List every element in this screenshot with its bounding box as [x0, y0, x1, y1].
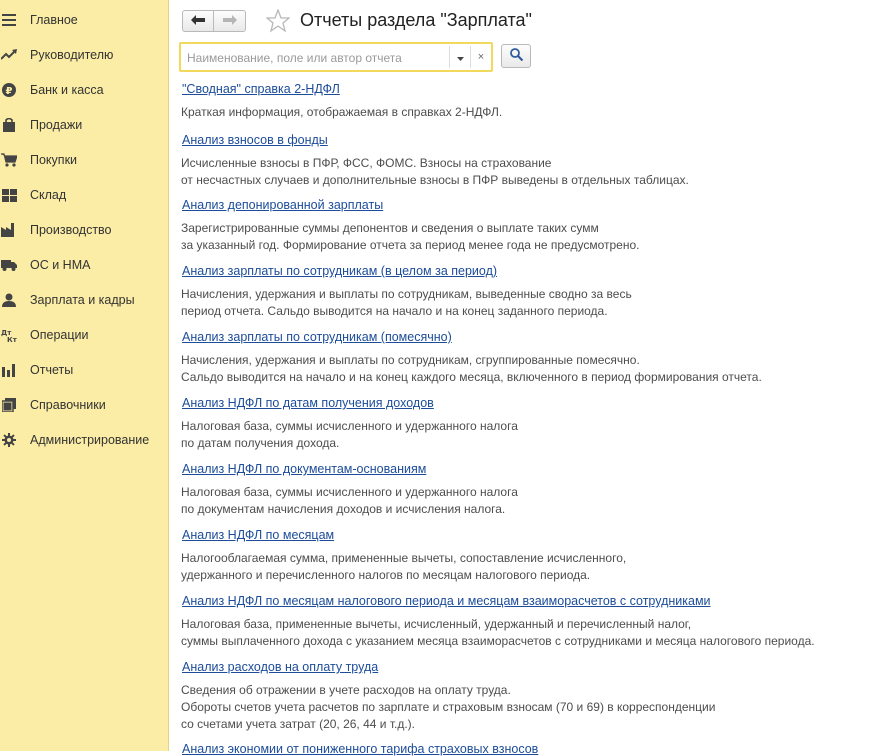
- sidebar-item-label: Руководителю: [30, 48, 114, 62]
- sidebar-item-label: Операции: [30, 328, 89, 342]
- svg-text:₽: ₽: [5, 86, 13, 97]
- sidebar-item-label: Производство: [30, 223, 112, 237]
- arrow-right-icon: [223, 14, 237, 28]
- ruble-icon: [1, 82, 17, 98]
- report-link[interactable]: Анализ депонированной зарплаты: [182, 198, 384, 212]
- search-input[interactable]: [185, 47, 449, 69]
- sidebar-item-production[interactable]: [0, 217, 168, 243]
- sidebar-item-label: Склад: [30, 188, 67, 202]
- report-link[interactable]: Анализ НДФЛ по датам получения доходов: [182, 396, 434, 410]
- sidebar: [0, 0, 169, 751]
- sidebar-item-main[interactable]: [0, 7, 168, 33]
- sidebar-item-label: Продажи: [30, 118, 83, 132]
- dt-kt-icon: [1, 327, 17, 343]
- sidebar-item-payroll[interactable]: [0, 287, 168, 313]
- report-link[interactable]: Анализ НДФЛ по месяцам налогового периода и месяцам взаиморасчетов с сотрудниками: [182, 594, 711, 608]
- person-icon: [1, 292, 17, 308]
- report-description: Сведения об отражении в учете расходов на оплату труда. Обороты счетов учета расчетов по зарплате и страховым взносам (70 и 69) в корреспонденции со счетами учета затрат (20, 26, 44 и т.д.).: [181, 683, 716, 731]
- report-description: Начисления, удержания и выплаты по сотрудникам, выведенные сводно за весь период отчета. Сальдо выводится на начало и на конец заданного периода.: [181, 287, 632, 318]
- sidebar-item-label: Банк и касса: [30, 83, 104, 97]
- sidebar-item-warehouse[interactable]: [0, 182, 168, 208]
- page-title: Отчеты раздела "Зарплата": [300, 10, 532, 30]
- sidebar-item-reports[interactable]: [0, 357, 168, 383]
- report-description: Исчисленные взносы в ПФР, ФСС, ФОМС. Взносы на страхование от несчастных случаев и дополнительные взносы в ПФР выведены в отдельных таблицах.: [181, 156, 689, 187]
- report-description: Налоговая база, суммы исчисленного и удержанного налога по документам начисления доходов и исчисления налога.: [181, 485, 518, 516]
- factory-icon: [1, 222, 17, 238]
- svg-text:Дт: Дт: [1, 329, 12, 337]
- sidebar-item-label: Покупки: [30, 153, 78, 167]
- report-link[interactable]: Анализ зарплаты по сотрудникам (помесячно): [182, 330, 452, 344]
- chevron-down-icon: [457, 50, 464, 64]
- arrow-left-icon: [191, 14, 205, 28]
- sidebar-item-catalogs[interactable]: [0, 392, 168, 418]
- report-description: Налогооблагаемая сумма, примененные вычеты, сопоставление исчисленного, удержанного и перечисленного налогов по месяцам налогового периода.: [181, 551, 627, 582]
- sidebar-item-label: Отчеты: [30, 363, 74, 377]
- grid-icon: [1, 187, 17, 203]
- search-clear-button[interactable]: [470, 46, 491, 68]
- report-description: Начисления, удержания и выплаты по сотрудникам, сгруппированные помесячно. Сальдо выводится на начало и на конец каждого месяца, включенного в период формирования отчета.: [181, 353, 762, 384]
- sidebar-item-bank[interactable]: [0, 77, 168, 103]
- bar-chart-icon: [1, 362, 17, 378]
- favorite-star-icon[interactable]: [266, 9, 290, 33]
- sidebar-item-admin[interactable]: [0, 427, 168, 453]
- cart-icon: [1, 152, 17, 168]
- search-button[interactable]: [501, 44, 531, 68]
- trend-icon: [1, 47, 17, 63]
- report-link[interactable]: Анализ взносов в фонды: [182, 133, 328, 147]
- report-link[interactable]: Анализ НДФЛ по месяцам: [182, 528, 335, 542]
- report-link[interactable]: Анализ НДФЛ по документам-основаниям: [182, 462, 427, 476]
- sidebar-item-label: ОС и НМА: [30, 258, 91, 272]
- svg-text:Кт: Кт: [7, 336, 17, 342]
- report-description: Краткая информация, отображаемая в справках 2-НДФЛ.: [181, 105, 503, 119]
- report-link[interactable]: Анализ зарплаты по сотрудникам (в целом за период): [182, 264, 498, 278]
- report-link[interactable]: Анализ экономии от пониженного тарифа страховых взносов: [182, 742, 539, 756]
- back-button[interactable]: [182, 10, 214, 32]
- sidebar-item-label: Главное: [30, 13, 78, 27]
- sidebar-item-operations[interactable]: [0, 322, 168, 348]
- forward-button[interactable]: [214, 10, 246, 32]
- search-icon: [510, 48, 523, 64]
- report-description: Зарегистрированные суммы депонентов и сведения о выплате таких сумм за указанный год. Формирование отчета за период менее года не предусмотрено.: [181, 221, 640, 252]
- report-link[interactable]: "Сводная" справка 2-НДФЛ: [182, 82, 340, 96]
- truck-icon: [1, 257, 17, 273]
- sidebar-item-label: Справочники: [30, 398, 106, 412]
- sidebar-item-fixed-assets[interactable]: [0, 252, 168, 278]
- sidebar-item-purchases[interactable]: [0, 147, 168, 173]
- search-dropdown-button[interactable]: [449, 46, 470, 68]
- bag-icon: [1, 117, 17, 133]
- search-box: [179, 42, 493, 72]
- close-icon: ×: [477, 51, 485, 63]
- sidebar-item-sales[interactable]: [0, 112, 168, 138]
- main-content: [169, 0, 887, 756]
- sidebar-item-label: Администрирование: [30, 433, 150, 447]
- sidebar-item-manager[interactable]: [0, 42, 168, 68]
- books-icon: [1, 397, 17, 413]
- menu-icon: [1, 12, 17, 28]
- report-description: Налоговая база, примененные вычеты, исчисленный, удержанный и перечисленный налог, суммы выплаченного дохода с указанием месяца взаиморасчетов с сотрудниками и месяца налогового периода.: [181, 617, 815, 648]
- sidebar-item-label: Зарплата и кадры: [30, 293, 135, 307]
- report-link[interactable]: Анализ расходов на оплату труда: [182, 660, 379, 674]
- gear-icon: [1, 432, 17, 448]
- report-description: Налоговая база, суммы исчисленного и удержанного налога по датам получения дохода.: [181, 419, 518, 450]
